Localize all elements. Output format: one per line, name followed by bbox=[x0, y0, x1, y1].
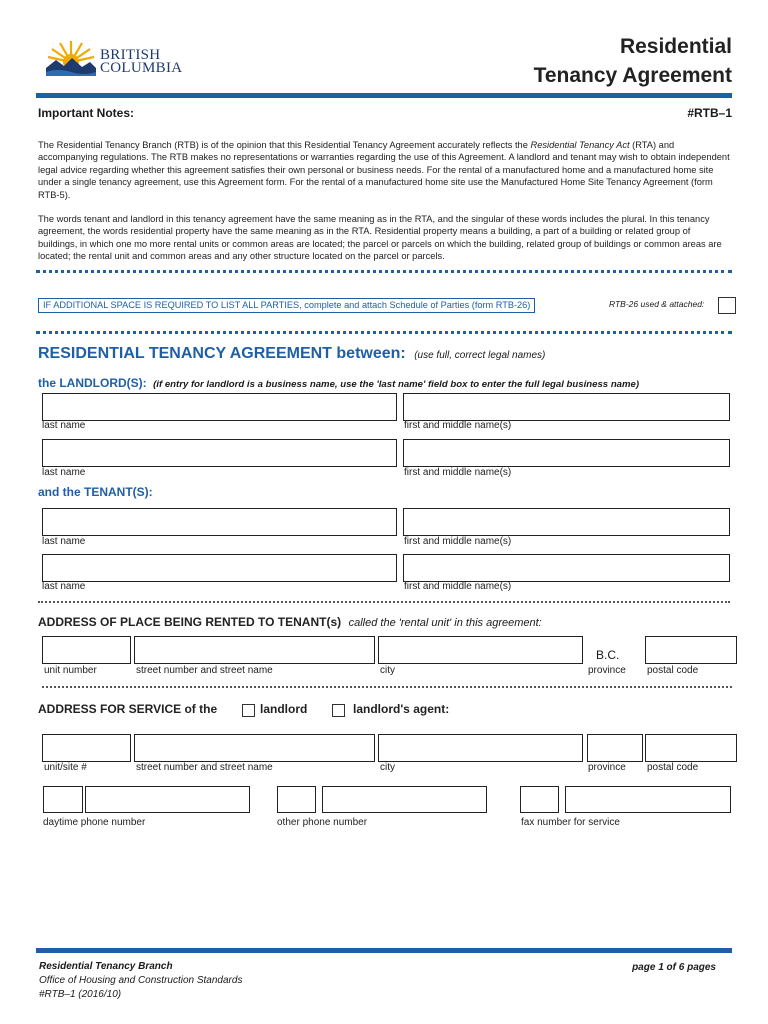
fax-area-code-input[interactable] bbox=[520, 786, 559, 813]
notes-paragraph-1: The Residential Tenancy Branch (RTB) is of the opinion that this Residential Tenancy Agreement accurately reflects the Residential Tenancy Act (RTA) and accompanying regulations. The RTB makes no representations or warranties regarding the use of this Agreement. A landlord and tenant may wish to obtain independent legal advice regarding whether this agreement satisfies their own personal or business needs. For the rental of a manufactured home and a manufactured home site under a single tenancy agreement, use this Agreement form. For the rental of a manufactured home site use the Manufactured Home Site Tenancy Agreement (form RTB-5). bbox=[38, 140, 730, 200]
landlords-note: (if entry for landlord is a business name, use the 'last name' field box to enter the full legal business name) bbox=[153, 379, 640, 390]
landlord-2-first-name-input[interactable] bbox=[403, 439, 730, 467]
daytime-phone-number-input[interactable] bbox=[85, 786, 250, 813]
rental-province-value: B.C. bbox=[596, 648, 620, 662]
rtb26-label: RTB-26 used & attached: bbox=[609, 299, 705, 309]
landlord-1-last-name-label: last name bbox=[42, 420, 86, 431]
service-address-heading: ADDRESS FOR SERVICE of the bbox=[38, 702, 218, 716]
rental-address-note: called the 'rental unit' in this agreement: bbox=[348, 617, 542, 629]
service-street-label: street number and street name bbox=[136, 762, 273, 773]
other-phone-area-code-input[interactable] bbox=[277, 786, 316, 813]
landlords-heading-row bbox=[38, 374, 639, 392]
rental-address-heading: ADDRESS OF PLACE BEING RENTED TO TENANT(s) bbox=[38, 615, 342, 629]
notes-heading: Important Notes: bbox=[38, 106, 134, 120]
landlord-2-first-name-label: first and middle name(s) bbox=[404, 467, 512, 478]
additional-parties-notice: IF ADDITIONAL SPACE IS REQUIRED TO LIST ALL PARTIES, complete and attach Schedule of Parties (form RTB-26) bbox=[38, 298, 535, 313]
service-unit-site-label: unit/site # bbox=[44, 762, 87, 773]
footer-office: Office of Housing and Construction Standards bbox=[39, 975, 243, 986]
fax-label: fax number for service bbox=[521, 817, 620, 828]
rental-address-heading-row bbox=[38, 613, 542, 631]
service-city-input[interactable] bbox=[378, 734, 583, 762]
notes-paragraph-2: The words tenant and landlord in this tenancy agreement have the same meaning as in the RTA, and the singular of these words includes the plural. In this tenancy agreement, the words residential property have the same meaning as in the RTA. Residential property means a building, a part of a building or related group of buildings, in which one mo more rental units or common areas are located; the parcel or parcels on which the building, related group of buildings or common areas are located; the rental unit and common areas and any other structure located on the parcel or parcels. bbox=[38, 214, 722, 262]
header-rule bbox=[36, 93, 732, 98]
logo-line-1: BRITISH bbox=[100, 47, 161, 63]
form-code: #RTB–1 bbox=[687, 106, 732, 120]
service-province-label: province bbox=[588, 762, 626, 773]
divider bbox=[38, 601, 730, 603]
service-unit-site-input[interactable] bbox=[42, 734, 131, 762]
divider bbox=[36, 331, 732, 334]
tenants-label: and the TENANT(S): bbox=[38, 485, 153, 499]
daytime-phone-label: daytime phone number bbox=[43, 817, 146, 828]
rental-province-label: province bbox=[588, 665, 626, 676]
landlord-1-first-name-label: first and middle name(s) bbox=[404, 420, 512, 431]
agreement-heading-row bbox=[38, 345, 545, 363]
service-agent-option: landlord's agent: bbox=[353, 702, 450, 716]
rental-city-label: city bbox=[380, 665, 395, 676]
footer-rule bbox=[36, 948, 732, 953]
landlord-1-last-name-input[interactable] bbox=[42, 393, 397, 421]
rental-postal-code-input[interactable] bbox=[645, 636, 737, 664]
landlord-2-last-name-label: last name bbox=[42, 467, 86, 478]
service-postal-code-input[interactable] bbox=[645, 734, 737, 762]
divider bbox=[42, 686, 732, 688]
rtb26-checkbox[interactable] bbox=[718, 297, 736, 314]
service-agent-checkbox[interactable] bbox=[332, 704, 345, 717]
logo-line-2: COLUMBIA bbox=[100, 60, 183, 76]
title-line-1: Residential bbox=[619, 35, 732, 58]
title-line-2: Tenancy Agreement bbox=[533, 64, 732, 87]
fax-number-input[interactable] bbox=[565, 786, 731, 813]
tenant-2-first-name-input[interactable] bbox=[403, 554, 730, 582]
rental-unit-number-label: unit number bbox=[44, 665, 97, 676]
tenant-1-first-name-label: first and middle name(s) bbox=[404, 536, 512, 547]
tenant-1-last-name-label: last name bbox=[42, 536, 86, 547]
footer-form-version: #RTB–1 (2016/10) bbox=[39, 989, 122, 1000]
agreement-heading-note: (use full, correct legal names) bbox=[414, 350, 546, 361]
agreement-heading: RESIDENTIAL TENANCY AGREEMENT between: bbox=[38, 345, 406, 362]
tenant-2-first-name-label: first and middle name(s) bbox=[404, 581, 512, 592]
landlords-label: the LANDLORD(S): bbox=[38, 376, 147, 390]
rental-street-input[interactable] bbox=[134, 636, 375, 664]
tenant-1-last-name-input[interactable] bbox=[42, 508, 397, 536]
tenant-2-last-name-input[interactable] bbox=[42, 554, 397, 582]
tenant-2-last-name-label: last name bbox=[42, 581, 86, 592]
service-postal-code-label: postal code bbox=[647, 762, 699, 773]
rental-street-label: street number and street name bbox=[136, 665, 273, 676]
service-province-input[interactable] bbox=[587, 734, 643, 762]
bc-logo bbox=[44, 38, 184, 80]
rental-postal-code-label: postal code bbox=[647, 665, 699, 676]
other-phone-number-input[interactable] bbox=[322, 786, 487, 813]
service-landlord-checkbox[interactable] bbox=[242, 704, 255, 717]
service-street-input[interactable] bbox=[134, 734, 375, 762]
footer-page-number: page 1 of 6 pages bbox=[632, 962, 716, 973]
service-city-label: city bbox=[380, 762, 395, 773]
landlord-1-first-name-input[interactable] bbox=[403, 393, 730, 421]
footer-branch: Residential Tenancy Branch bbox=[39, 961, 173, 972]
daytime-phone-area-code-input[interactable] bbox=[43, 786, 83, 813]
divider bbox=[36, 270, 732, 273]
landlord-2-last-name-input[interactable] bbox=[42, 439, 397, 467]
tenant-1-first-name-input[interactable] bbox=[403, 508, 730, 536]
bc-logo-icon bbox=[44, 38, 98, 78]
other-phone-label: other phone number bbox=[277, 817, 368, 828]
service-landlord-option: landlord bbox=[260, 702, 308, 716]
rental-city-input[interactable] bbox=[378, 636, 583, 664]
rental-unit-number-input[interactable] bbox=[42, 636, 131, 664]
